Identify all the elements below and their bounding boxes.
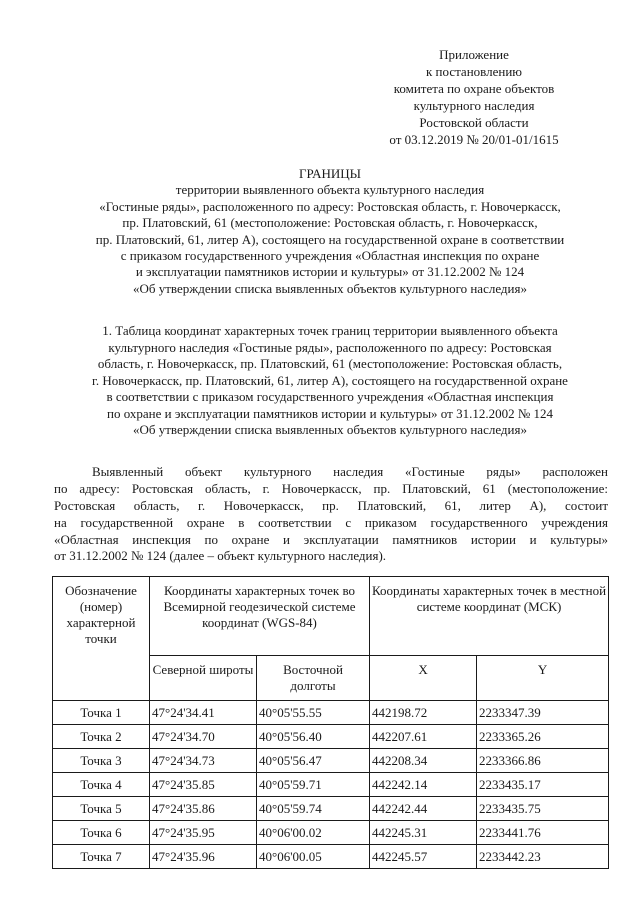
east-longitude-cell: 40°05'56.40 [257, 725, 370, 749]
subheader-east: Восточной долготы [257, 656, 370, 701]
point-name-cell: Точка 4 [53, 773, 150, 797]
section-line: по охране и эксплуатации памятников истории и культуры» от 31.12.2002 № 124 [107, 405, 553, 421]
y-coordinate-cell: 2233435.75 [477, 797, 609, 821]
section-line: область, г. Новочеркасск, пр. Платовский, 61 (местоположение: Ростовская область, [97, 356, 563, 371]
section-line: г. Новочеркасск, пр. Платовский, 61, литер А), состоящего на государственной охране [92, 372, 568, 388]
body-paragraph [54, 464, 608, 565]
paragraph-line: от 31.12.2002 № 124 (далее – объект культурного наследия). [54, 548, 387, 564]
annex-header [354, 46, 594, 148]
y-coordinate-cell: 2233365.26 [477, 725, 609, 749]
title-line: территории выявленного объекта культурного наследия [175, 182, 485, 198]
east-longitude-cell: 40°05'56.47 [257, 749, 370, 773]
title-line: «Об утверждении списка выявленных объектов культурного наследия» [133, 280, 527, 296]
point-name-cell: Точка 7 [53, 845, 150, 869]
north-latitude-cell: 47°24'34.41 [150, 701, 257, 725]
title-line: и эксплуатации памятников истории и культуры» от 31.12.2002 № 124 [135, 264, 525, 280]
north-latitude-cell: 47°24'35.85 [150, 773, 257, 797]
section-line: 1. Таблица координат характерных точек границ территории выявленного объекта [102, 323, 558, 338]
table-row [53, 701, 609, 725]
title-line: пр. Платовский, 61, литер А), состоящего на государственной охране в соответствии [95, 231, 565, 247]
annex-line: Ростовской области [419, 115, 529, 130]
east-longitude-cell: 40°06'00.02 [257, 821, 370, 845]
title-heading: ГРАНИЦЫ [299, 166, 361, 181]
paragraph-line: Выявленный объект культурного наследия «Гостиные ряды» расположен [92, 464, 608, 479]
paragraph-line: по адресу: Ростовская область, г. Новочеркасск, пр. Платовский, 61 (местоположение: [54, 480, 608, 496]
table-row [53, 725, 609, 749]
table-row [53, 773, 609, 797]
point-name-cell: Точка 6 [53, 821, 150, 845]
section-heading [40, 323, 620, 439]
y-coordinate-cell: 2233366.86 [477, 749, 609, 773]
annex-line: культурного наследия [413, 98, 535, 113]
annex-line: от 03.12.2019 № 20/01-01/1615 [389, 132, 559, 147]
y-coordinate-cell: 2233347.39 [477, 701, 609, 725]
east-longitude-cell: 40°06'00.05 [257, 845, 370, 869]
point-name-cell: Точка 3 [53, 749, 150, 773]
title-line: пр. Платовский, 61 (местоположение: Ростовская область, г. Новочеркасск, [122, 215, 538, 231]
annex-line: Приложение [439, 47, 509, 62]
coordinates-table [52, 576, 609, 869]
annex-line: к постановлению [425, 64, 523, 79]
document-title [40, 166, 620, 297]
section-line: в соответствии с приказом государственного учреждения «Областная инспекция [106, 389, 554, 404]
north-latitude-cell: 47°24'34.73 [150, 749, 257, 773]
east-longitude-cell: 40°05'55.55 [257, 701, 370, 725]
annex-line: комитета по охране объектов [393, 81, 555, 96]
x-coordinate-cell: 442198.72 [370, 701, 477, 725]
x-coordinate-cell: 442207.61 [370, 725, 477, 749]
paragraph-line: «Областная инспекция по охране и эксплуатации памятников истории и культуры» [54, 531, 608, 547]
table-row [53, 797, 609, 821]
header-wgs: Координаты характерных точек во Всемирной геодезической системе координат (WGS-84) [150, 577, 370, 656]
east-longitude-cell: 40°05'59.74 [257, 797, 370, 821]
table-row [53, 845, 609, 869]
east-longitude-cell: 40°05'59.71 [257, 773, 370, 797]
north-latitude-cell: 47°24'35.95 [150, 821, 257, 845]
subheader-x: X [370, 656, 477, 701]
paragraph-line: Ростовская область, г. Новочеркасск, пр. Платовский, 61, литер А), состоит [54, 497, 608, 513]
header-msk: Координаты характерных точек в местной системе координат (МСК) [370, 577, 609, 656]
section-line: «Об утверждении списка выявленных объектов культурного наследия» [133, 422, 527, 437]
y-coordinate-cell: 2233441.76 [477, 821, 609, 845]
x-coordinate-cell: 442245.57 [370, 845, 477, 869]
point-name-cell: Точка 1 [53, 701, 150, 725]
north-latitude-cell: 47°24'35.86 [150, 797, 257, 821]
table-row [53, 749, 609, 773]
title-line: «Гостиные ряды», расположенного по адресу: Ростовская область, г. Новочеркасск, [99, 198, 561, 214]
paragraph-line: на государственной охране в соответствии с приказом государственного учреждения [54, 514, 608, 530]
header-point: Обозначение (номер) характерной точки [53, 577, 150, 701]
subheader-y: Y [477, 656, 609, 701]
section-line: культурного наследия «Гостиные ряды», расположенного по адресу: Ростовская [108, 339, 552, 355]
y-coordinate-cell: 2233442.23 [477, 845, 609, 869]
point-name-cell: Точка 2 [53, 725, 150, 749]
subheader-north: Северной широты [150, 656, 257, 701]
north-latitude-cell: 47°24'34.70 [150, 725, 257, 749]
x-coordinate-cell: 442245.31 [370, 821, 477, 845]
north-latitude-cell: 47°24'35.96 [150, 845, 257, 869]
table-row [53, 821, 609, 845]
x-coordinate-cell: 442242.44 [370, 797, 477, 821]
x-coordinate-cell: 442242.14 [370, 773, 477, 797]
title-line: с приказом государственного учреждения «Областная инспекция по охране [120, 248, 540, 264]
point-name-cell: Точка 5 [53, 797, 150, 821]
x-coordinate-cell: 442208.34 [370, 749, 477, 773]
y-coordinate-cell: 2233435.17 [477, 773, 609, 797]
